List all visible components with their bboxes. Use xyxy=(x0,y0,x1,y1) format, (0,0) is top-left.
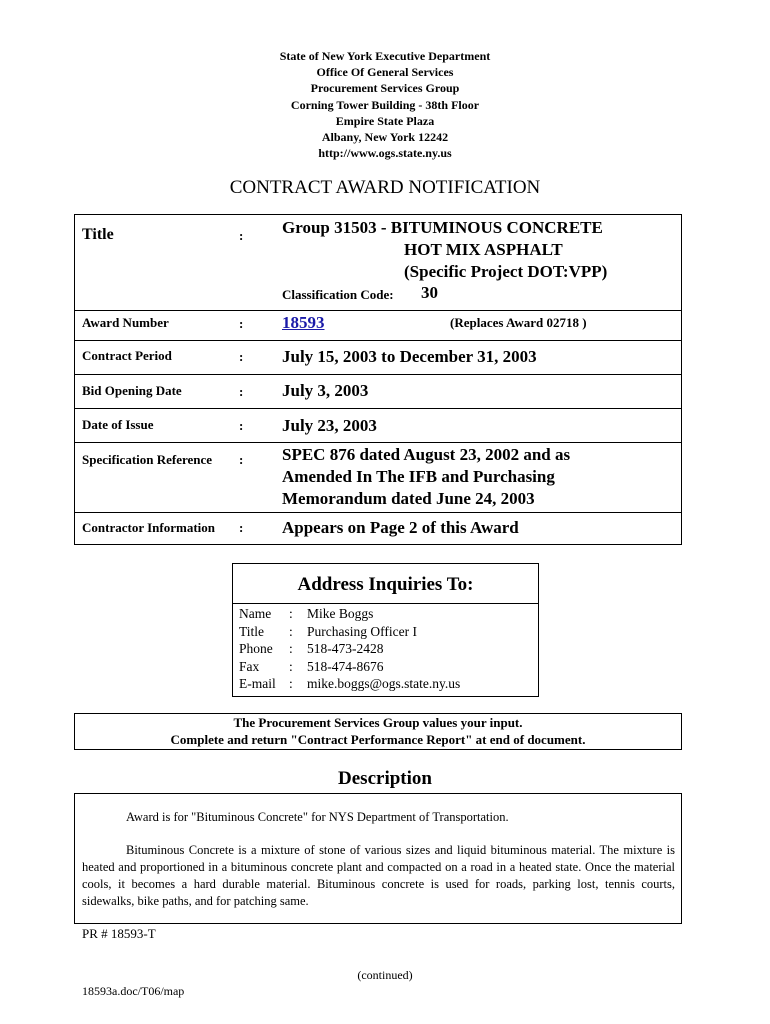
contract-period-label: Contract Period xyxy=(82,348,172,363)
notice-line1: The Procurement Services Group values your input. xyxy=(233,715,523,730)
title-label: Title xyxy=(82,226,114,243)
contractor-info-colon: : xyxy=(239,520,244,535)
contract-period-value: July 15, 2003 to December 31, 2003 xyxy=(282,347,537,366)
header-line: Empire State Plaza xyxy=(335,113,435,128)
table-divider xyxy=(74,310,682,311)
spec-reference-line1: SPEC 876 dated August 23, 2002 and as xyxy=(282,445,571,464)
award-title-line2: HOT MIX ASPHALT xyxy=(404,240,563,259)
table-divider xyxy=(74,512,682,513)
inquiry-colon: : xyxy=(289,676,293,691)
award-number-colon: : xyxy=(239,316,244,331)
bid-opening-value: July 3, 2003 xyxy=(282,381,369,400)
inquiry-value: 518-474-8676 xyxy=(307,658,384,674)
inquiry-label: Fax xyxy=(239,658,260,674)
table-divider xyxy=(74,442,682,443)
table-divider xyxy=(74,408,682,409)
inquiry-colon: : xyxy=(289,606,293,621)
header-line: Procurement Services Group xyxy=(310,81,460,96)
inquiry-value: Purchasing Officer I xyxy=(307,623,417,639)
description-para2: Bituminous Concrete is a mixture of stone of various sizes and liquid bituminous material. The mixture is heated and proportioned in a bituminous concrete plant and compacted on a road in a heated state. Once the material cools, it becomes a hard durable material. Bituminous concrete is used for roads, parking lost, tennis courts, sidewalks, bike paths, and for patching same. xyxy=(82,843,675,908)
contractor-info-label: Contractor Information xyxy=(82,520,215,535)
feedback-notice xyxy=(74,715,682,748)
award-number-link[interactable]: 18593 xyxy=(282,313,325,332)
bid-opening-label: Bid Opening Date xyxy=(82,383,182,398)
table-divider xyxy=(74,374,682,375)
continued-text: (continued) xyxy=(357,968,413,982)
award-title-line3: (Specific Project DOT:VPP) xyxy=(404,262,608,281)
inquiry-label: E-mail xyxy=(239,676,276,691)
inquiry-label: Name xyxy=(239,606,272,621)
table-divider xyxy=(74,340,682,341)
date-of-issue-label: Date of Issue xyxy=(82,417,154,432)
spec-reference-label: Specification Reference xyxy=(82,452,213,467)
contract-period-colon: : xyxy=(239,349,244,364)
classification-value: 30 xyxy=(421,283,438,302)
inquiry-colon: : xyxy=(289,658,293,674)
inquiry-label: Phone xyxy=(239,641,273,656)
spec-reference-colon: : xyxy=(239,452,244,467)
inquiries-title: Address Inquiries To: xyxy=(297,574,474,595)
award-title-line1: Group 31503 - BITUMINOUS CONCRETE xyxy=(282,218,603,237)
inquiry-colon: : xyxy=(289,641,293,656)
description-title: Description xyxy=(338,768,432,789)
inquiry-label: Title xyxy=(239,623,265,639)
inquiry-colon: : xyxy=(289,623,293,639)
document-title: CONTRACT AWARD NOTIFICATION xyxy=(229,177,541,198)
pr-number: PR # 18593-T xyxy=(82,926,156,941)
inquiries-divider xyxy=(232,603,539,604)
agency-header xyxy=(0,48,770,161)
file-path: 18593a.doc/T06/map xyxy=(82,984,185,998)
inquiry-value: Mike Boggs xyxy=(307,606,374,621)
email-link[interactable]: mike.boggs@ogs.state.ny.us xyxy=(307,676,461,691)
contractor-info-value: Appears on Page 2 of this Award xyxy=(282,518,519,537)
description-para1: Award is for "Bituminous Concrete" for NYS Department of Transportation. xyxy=(126,810,509,824)
replaces-award-text: (Replaces Award 02718 ) xyxy=(450,315,587,330)
header-line: Office Of General Services xyxy=(316,65,454,80)
bid-opening-colon: : xyxy=(239,384,244,399)
header-line: State of New York Executive Department xyxy=(279,49,491,63)
notice-line2: Complete and return "Contract Performance Report" at end of document. xyxy=(170,731,586,747)
header-line: Albany, New York 12242 xyxy=(321,130,449,145)
date-of-issue-colon: : xyxy=(239,418,244,433)
inquiry-value: 518-473-2428 xyxy=(307,641,384,656)
title-colon: : xyxy=(239,228,244,243)
award-number-label: Award Number xyxy=(82,315,169,330)
spec-reference-line3: Memorandum dated June 24, 2003 xyxy=(282,489,535,508)
date-of-issue-value: July 23, 2003 xyxy=(282,416,377,435)
classification-label: Classification Code: xyxy=(282,287,394,302)
header-line: Corning Tower Building - 38th Floor xyxy=(290,97,480,112)
header-url-link[interactable]: http://www.ogs.state.ny.us xyxy=(318,146,452,161)
spec-reference-line2: Amended In The IFB and Purchasing xyxy=(282,467,555,486)
